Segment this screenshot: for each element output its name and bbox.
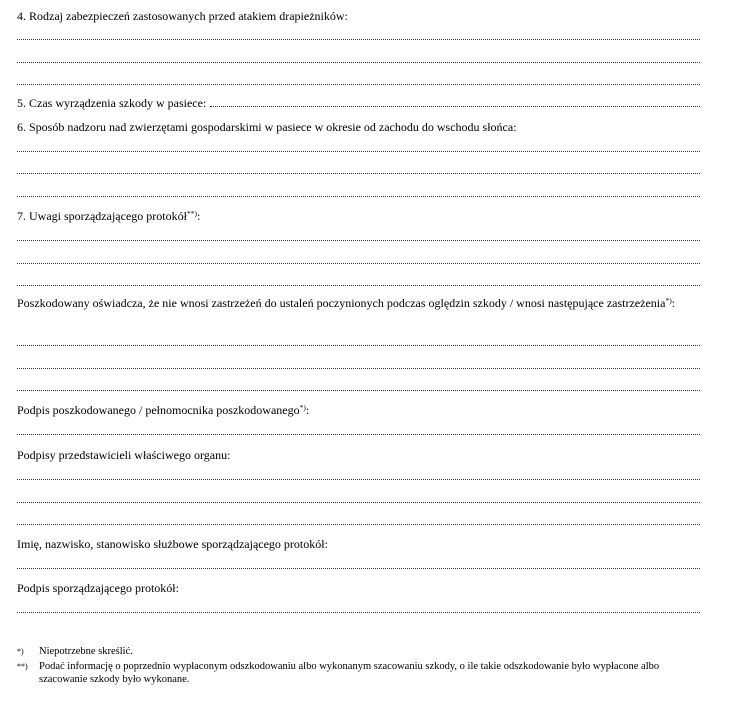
declaration-footnote-marker: *) bbox=[665, 296, 672, 305]
section-7-answer-line-1[interactable] bbox=[17, 240, 700, 241]
section-7-answer-line-3[interactable] bbox=[17, 285, 700, 286]
section-6-answer-line-1[interactable] bbox=[17, 151, 700, 152]
section-4-answer-line-2[interactable] bbox=[17, 62, 700, 63]
section-7-footnote-marker: **) bbox=[186, 209, 197, 218]
section-6-label bbox=[17, 120, 700, 134]
declaration-text: Poszkodowany oświadcza, że nie wnosi zastrzeżeń do ustaleń poczynionych podczas oględzin szkody / wnosi następujące zastrzeżenia bbox=[17, 296, 666, 310]
declaration-answer-line-2[interactable] bbox=[17, 368, 700, 369]
authority-signatures-label bbox=[17, 448, 700, 462]
injured-signature-label bbox=[17, 403, 700, 417]
section-7-label bbox=[17, 209, 700, 223]
declaration-label bbox=[17, 296, 700, 310]
section-6-answer-line-3[interactable] bbox=[17, 196, 700, 197]
section-6-text: 6. Sposób nadzoru nad zwierzętami gospodarskimi w pasiece w okresie od zachodu do wschodu słońca: bbox=[17, 120, 517, 134]
author-signature-text: Podpis sporządzającego protokół: bbox=[17, 581, 179, 595]
authority-signatures-line-1[interactable] bbox=[17, 479, 700, 480]
section-7-text: 7. Uwagi sporządzającego protokół bbox=[17, 209, 187, 223]
footnote-1-marker: *) bbox=[17, 647, 24, 656]
author-identity-label bbox=[17, 537, 700, 551]
section-5-row bbox=[17, 96, 700, 110]
section-4-answer-line-3[interactable] bbox=[17, 84, 700, 85]
section-4-label bbox=[17, 9, 700, 23]
author-identity-text: Imię, nazwisko, stanowisko służbowe sporządzającego protokół: bbox=[17, 537, 328, 551]
footnote-1-text: Niepotrzebne skreślić. bbox=[39, 646, 133, 657]
section-4-text: 4. Rodzaj zabezpieczeń zastosowanych przed atakiem drapieżników: bbox=[17, 9, 348, 23]
injured-signature-line[interactable] bbox=[17, 434, 700, 435]
section-5-label: 5. Czas wyrządzenia szkody w pasiece: bbox=[17, 96, 207, 110]
declaration-answer-line-1[interactable] bbox=[17, 345, 700, 346]
section-4-answer-line-1[interactable] bbox=[17, 39, 700, 40]
injured-signature-text: Podpis poszkodowanego / pełnomocnika poszkodowanego bbox=[17, 403, 300, 417]
section-7-answer-line-2[interactable] bbox=[17, 263, 700, 264]
footnote-2-marker: **) bbox=[17, 662, 28, 671]
author-identity-line[interactable] bbox=[17, 568, 700, 569]
section-6-answer-line-2[interactable] bbox=[17, 173, 700, 174]
section-7-suffix: : bbox=[196, 209, 201, 223]
authority-signatures-line-3[interactable] bbox=[17, 524, 700, 525]
declaration-suffix: : bbox=[671, 296, 676, 310]
injured-signature-suffix: : bbox=[305, 403, 310, 417]
authority-signatures-line-2[interactable] bbox=[17, 502, 700, 503]
author-signature-label bbox=[17, 581, 700, 595]
footnote-2-text: Podać informację o poprzednio wypłaconym odszkodowaniu albo wykonanym szacowaniu szkody, o ile takie odszkodowanie było wypłacone albo szacowanie szkody było wykonane. bbox=[39, 661, 660, 685]
section-5-answer-line[interactable] bbox=[210, 106, 700, 107]
declaration-answer-line-3[interactable] bbox=[17, 390, 700, 391]
injured-signature-footnote-marker: *) bbox=[299, 403, 306, 412]
authority-signatures-text: Podpisy przedstawicieli właściwego organu: bbox=[17, 448, 231, 462]
author-signature-line[interactable] bbox=[17, 612, 700, 613]
